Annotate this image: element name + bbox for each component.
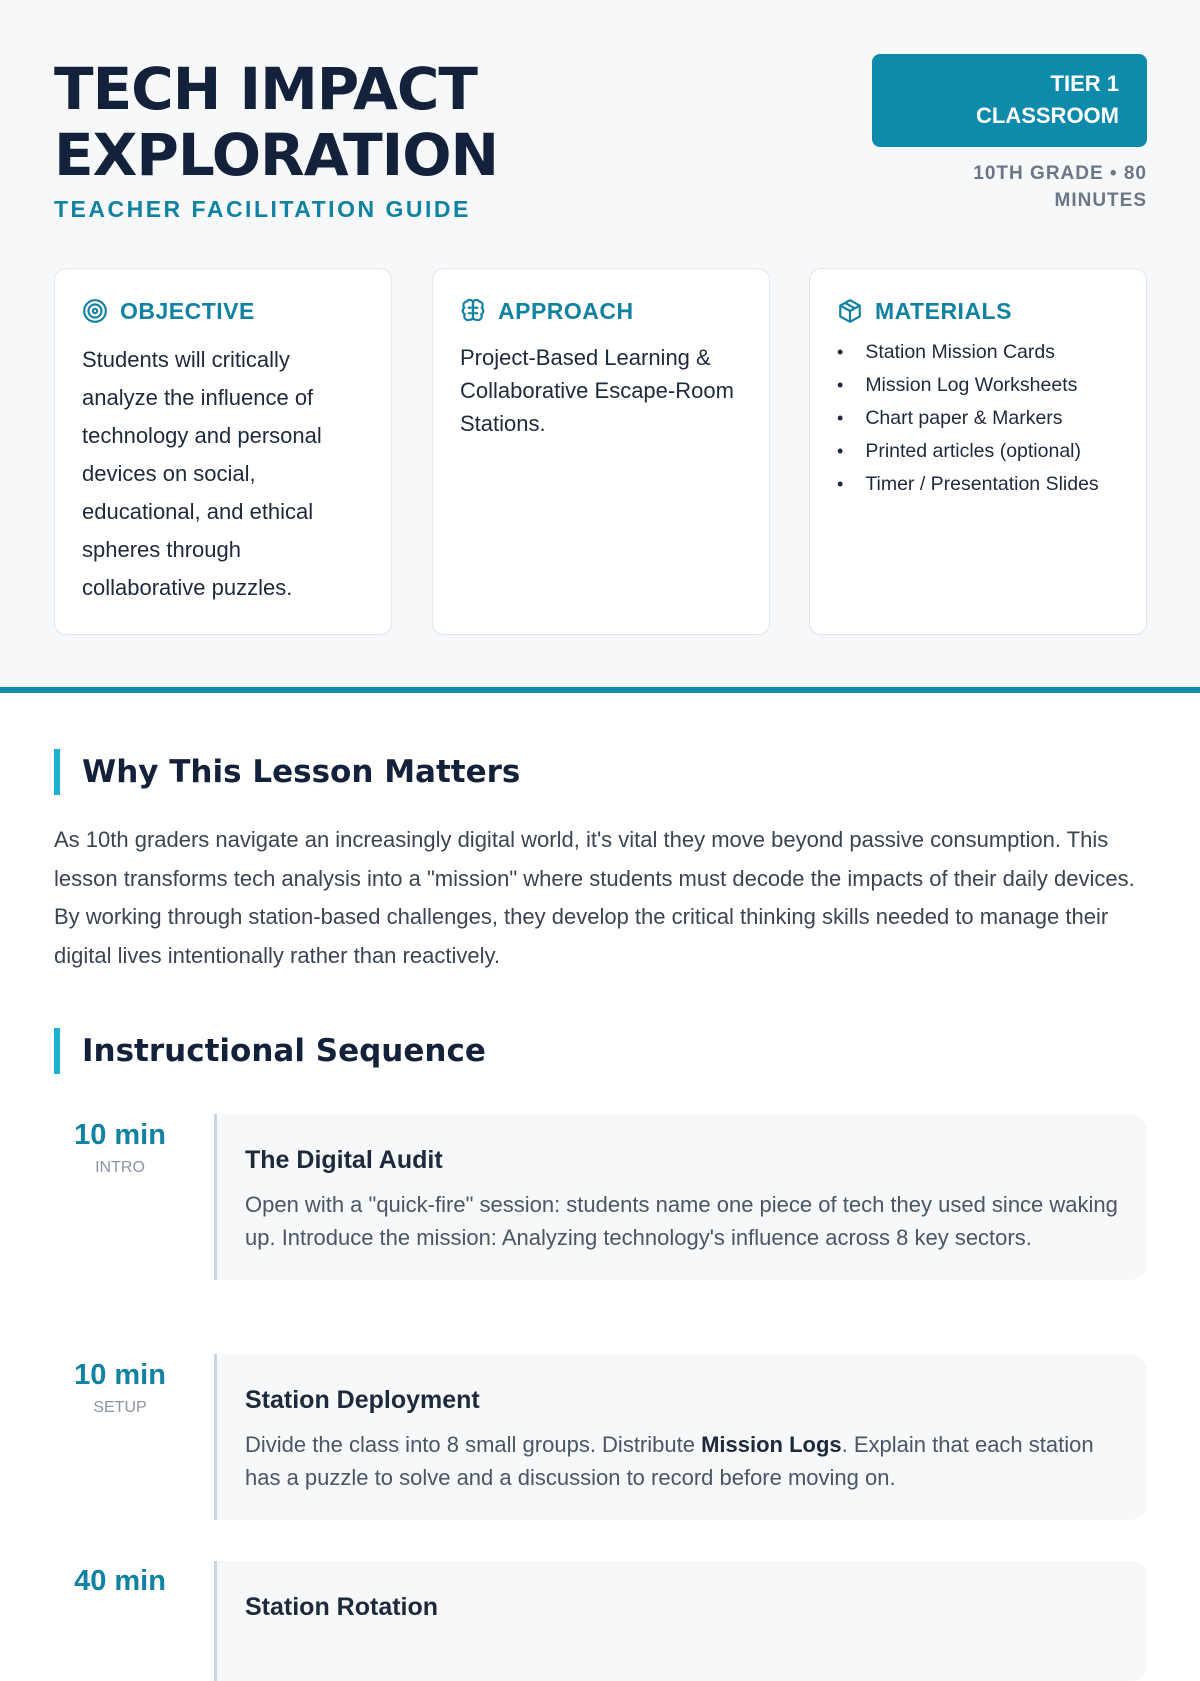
- step-title: The Digital Audit: [245, 1146, 443, 1174]
- step-text-part: . Explain that each station has a puzzle to solve and a discussion to record before moving on.: [245, 1432, 1094, 1490]
- list-item: • Timer / Presentation Slides: [837, 471, 1119, 497]
- page-title: [54, 56, 498, 188]
- approach-text: Project-Based Learning & Collaborative Escape-Room Stations.: [460, 345, 734, 436]
- sequence-heading: Instructional Sequence: [54, 1028, 486, 1074]
- step-tag: SETUP: [93, 1399, 147, 1416]
- materials-title: MATERIALS: [875, 297, 1012, 324]
- approach-title: APPROACH: [498, 297, 634, 324]
- brain-icon: [460, 298, 486, 324]
- list-item: • Station Mission Cards: [837, 339, 1119, 365]
- tier-badge: [872, 54, 1147, 147]
- step-card-station-rotation: [214, 1561, 1147, 1681]
- step-card-digital-audit: [214, 1114, 1147, 1280]
- step-time: [54, 1357, 186, 1419]
- objective-header: [82, 295, 364, 327]
- list-item: • Mission Log Worksheets: [837, 372, 1119, 398]
- materials-card: [809, 268, 1147, 635]
- approach-card: [432, 268, 770, 635]
- step-time: [54, 1117, 186, 1179]
- step-title: Station Deployment: [245, 1386, 480, 1414]
- approach-header: [460, 295, 742, 327]
- step-duration: 10 min: [74, 1119, 166, 1151]
- step-tag: INTRO: [95, 1159, 145, 1176]
- box-icon: [837, 298, 863, 324]
- why-text: As 10th graders navigate an increasingly digital world, it's vital they move beyond passive consumption. This lesson transforms tech analysis into a "mission" where students must decode the impacts of their daily devices. By working through station-based challenges, they develop the critical thinking skills needed to manage their digital lives intentionally rather than reactively.: [54, 827, 1135, 968]
- objective-text: Students will critically analyze the influence of technology and personal devices on social, educational, and ethical spheres through collaborative puzzles.: [82, 347, 322, 600]
- materials-header: [837, 295, 1119, 327]
- step-duration: 10 min: [74, 1359, 166, 1391]
- step-text: [245, 1428, 1119, 1494]
- page-subtitle: TEACHER FACILITATION GUIDE: [54, 196, 471, 222]
- step-card-station-deployment: [214, 1354, 1147, 1520]
- list-item: • Chart paper & Markers: [837, 405, 1119, 431]
- target-icon: [82, 298, 108, 324]
- why-heading: Why This Lesson Matters: [54, 749, 520, 795]
- objective-card: [54, 268, 392, 635]
- step-title: Station Rotation: [245, 1593, 439, 1621]
- tier-badge-line-1: TIER 1: [1050, 71, 1119, 96]
- step-time: [54, 1563, 186, 1599]
- step-text: Open with a "quick-fire" session: students name one piece of tech they used since waking up. Introduce the mission: Analyzing technology's influence across 8 key sectors.: [245, 1192, 1118, 1250]
- title-line-1: TECH IMPACT: [54, 55, 477, 123]
- list-item: • Printed articles (optional): [837, 438, 1119, 464]
- mission-logs-emphasis: Mission Logs: [701, 1432, 842, 1457]
- meta-line-2: MINUTES: [1054, 190, 1147, 211]
- step-text-part: Divide the class into 8 small groups. Distribute: [245, 1432, 702, 1457]
- materials-list: [837, 339, 1119, 497]
- objective-title: OBJECTIVE: [120, 297, 255, 324]
- tier-badge-line-2: CLASSROOM: [976, 103, 1119, 128]
- header-band: [0, 0, 1200, 693]
- title-line-2: EXPLORATION: [54, 121, 499, 189]
- step-duration: 40 min: [74, 1565, 166, 1597]
- grade-duration-meta: [900, 160, 1147, 214]
- meta-line-1: 10TH GRADE • 80: [973, 163, 1147, 184]
